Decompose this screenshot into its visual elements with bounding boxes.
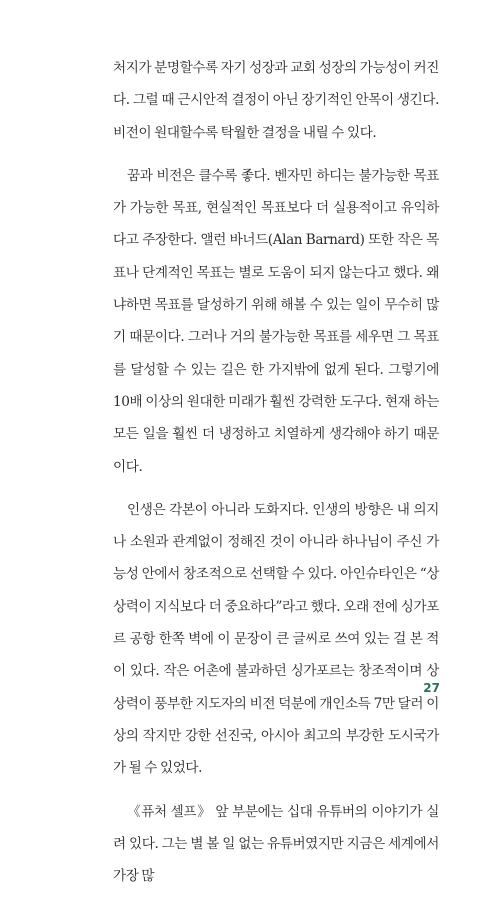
paragraph-future-self: 《퓨처 셀프》 앞 부분에는 십대 유튜버의 이야기가 실려 있다. 그는 별 볼 일 없는 유튜버였지만 지금은 세계에서 가장 많 bbox=[113, 803, 439, 885]
paragraph-vision: 꿈과 비전은 클수록 좋다. 벤자민 하디는 불가능한 목표가 가능한 목표, 현실적인 목표보다 더 실용적이고 유익하다고 주장한다. 앨런 바너드(Alan Barnard) 또한 작은 목표나 단계적인 목표는 별로 도움이 되지 않는다고 했다. 왜냐하면 목표를 달성하기 위해 해볼 수 있는 일이 무수히 많기 때문이다. 그러나 거의 불가능한 목표를 세우면 그 목표를 달성할 수 있는 길은 한 가지밖에 없게 된다. 그렇기에 10배 이상의 원대한 미래가 훨씬 강력한 도구다. 현재 하는 모든 일을 훨씬 더 냉정하고 치열하게 생각해야 하기 때문이다. bbox=[113, 167, 439, 475]
page-body bbox=[113, 52, 439, 903]
paragraph-continuation: 처지가 분명할수록 자기 성장과 교회 성장의 가능성이 커진다. 그럴 때 근시안적 결정이 아닌 장기적인 안목이 생긴다. 비전이 원대할수록 탁월한 결정을 내릴 수 있다. bbox=[113, 60, 440, 141]
page-number: 27 bbox=[423, 681, 440, 695]
paragraph-life-canvas: 인생은 각본이 아니라 도화지다. 인생의 방향은 내 의지나 소원과 관계없이 정해진 것이 아니라 하나님이 주신 가능성 안에서 창조적으로 선택할 수 있다. 아인슈타인은 “상상력이 지식보다 더 중요하다”라고 했다. 오래 전에 싱가포르 공항 한쪽 벽에 이 문장이 큰 글씨로 쓰여 있는 걸 본 적이 있다. 작은 어촌에 불과하던 싱가포르는 창조적이며 상상력이 풍부한 지도자의 비전 덕분에 개인소득 7만 달러 이상의 작지만 강한 선진국, 아시아 최고의 부강한 도시국가가 될 수 있었다. bbox=[113, 501, 439, 777]
